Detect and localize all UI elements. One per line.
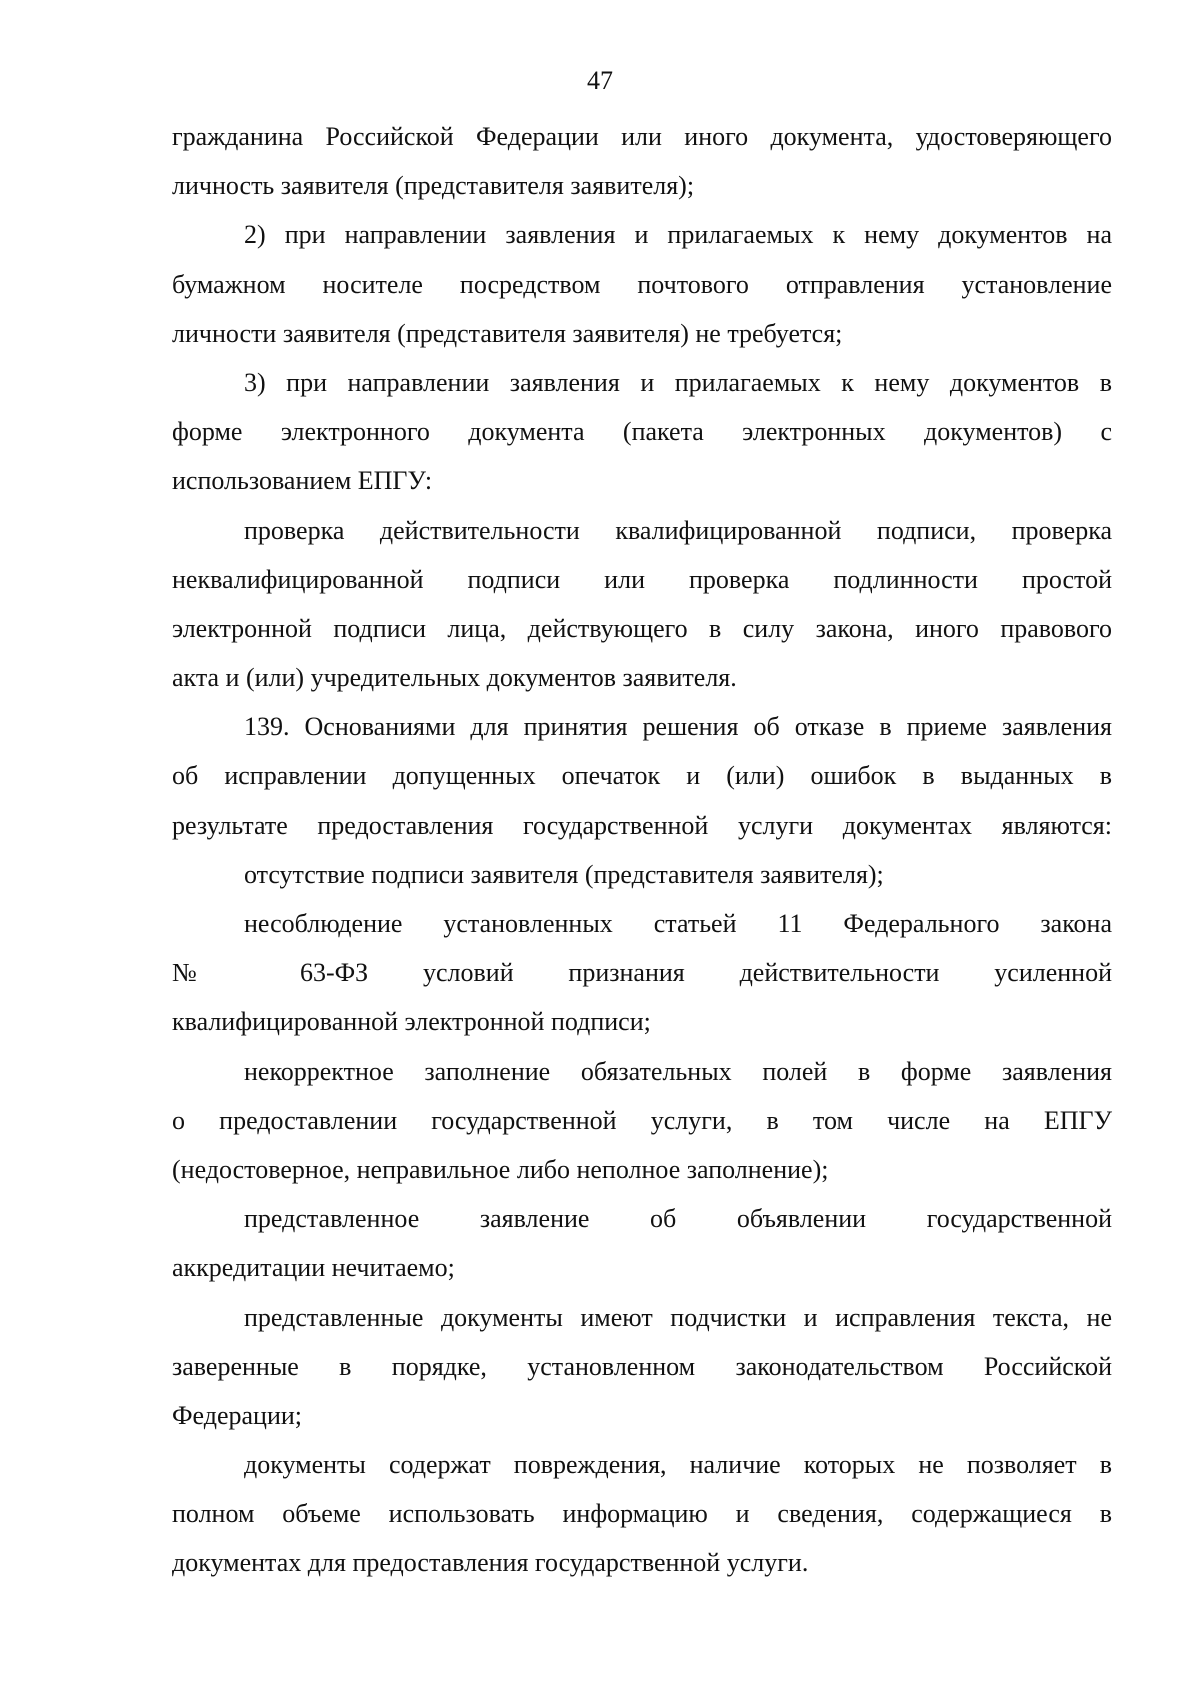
text-line: результате предоставления государственной услуги документах являются:	[172, 810, 1112, 840]
text-line: представленные документы имеют подчистки и исправления текста, не	[244, 1302, 1112, 1332]
text-line: заверенные в порядке, установленном законодательством Российской	[172, 1351, 1112, 1381]
text-line: № 63-ФЗ условий признания действительности усиленной	[172, 958, 1112, 988]
text-line: документах для предоставления государственной услуги.	[172, 1548, 809, 1578]
page-number: 47	[587, 66, 613, 95]
text-line: форме электронного документа (пакета электронных документов) с	[172, 417, 1112, 447]
text-line: об исправлении допущенных опечаток и (или) ошибок в выданных в	[172, 761, 1112, 791]
text-line: гражданина Российской Федерации или иного документа, удостоверяющего	[172, 122, 1112, 151]
text-line: 2) при направлении заявления и прилагаемых к нему документов на	[244, 220, 1112, 250]
text-line: документы содержат повреждения, наличие которых не позволяет в	[244, 1450, 1112, 1480]
text-line: о предоставлении государственной услуги, в том числе на ЕПГУ	[172, 1105, 1112, 1135]
text-line: полном объеме использовать информацию и сведения, содержащиеся в	[172, 1499, 1112, 1529]
text-line: некорректное заполнение обязательных полей в форме заявления	[244, 1056, 1112, 1086]
text-line: электронной подписи лица, действующего в силу закона, иного правового	[172, 613, 1112, 643]
text-line: бумажном носителе посредством почтового отправления установление	[172, 269, 1112, 299]
text-line: (недостоверное, неправильное либо неполное заполнение);	[172, 1154, 829, 1184]
text-line: квалифицированной электронной подписи;	[172, 1007, 651, 1037]
text-line: аккредитации нечитаемо;	[172, 1253, 455, 1283]
text-line: использованием ЕПГУ:	[172, 466, 433, 496]
text-line: отсутствие подписи заявителя (представителя заявителя);	[244, 859, 884, 889]
text-line: неквалифицированной подписи или проверка подлинности простой	[172, 564, 1112, 594]
text-line: акта и (или) учредительных документов заявителя.	[172, 663, 737, 693]
text-line: личности заявителя (представителя заявителя) не требуется;	[172, 318, 843, 348]
text-line: представленное заявление об объявлении государственной	[244, 1204, 1112, 1234]
text-line: проверка действительности квалифицированной подписи, проверка	[244, 515, 1112, 545]
document-body	[172, 112, 1112, 1588]
text-line: 139. Основаниями для принятия решения об отказе в приеме заявления	[244, 712, 1112, 742]
text-line: 3) при направлении заявления и прилагаемых к нему документов в	[244, 367, 1112, 397]
text-line: несоблюдение установленных статьей 11 Федерального закона	[244, 909, 1112, 938]
text-line: Федерации;	[172, 1400, 303, 1430]
text-line: личность заявителя (представителя заявителя);	[172, 171, 695, 201]
